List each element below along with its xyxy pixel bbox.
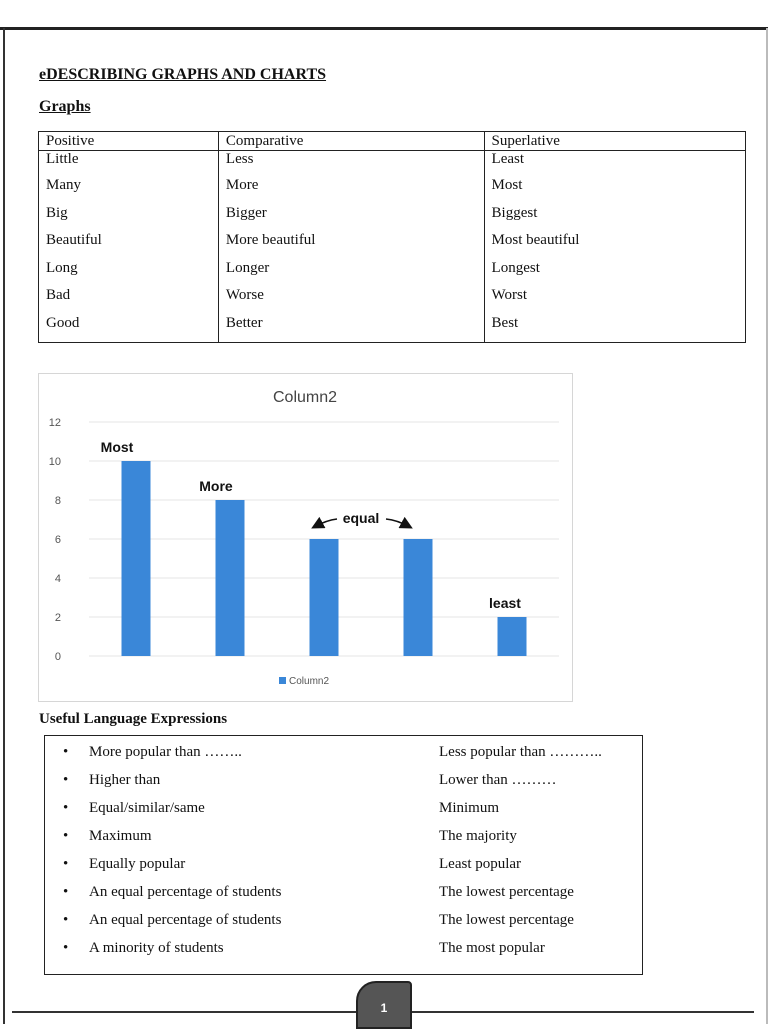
section-heading-graphs: Graphs xyxy=(39,98,91,115)
y-tick-label: 6 xyxy=(54,534,61,546)
table-row xyxy=(39,315,746,343)
header-superlative: Superlative xyxy=(484,132,745,151)
legend-label: Column2 xyxy=(289,676,330,687)
annotation-equal: equal xyxy=(342,510,380,526)
y-axis-ticks xyxy=(49,417,61,663)
header-positive: Positive xyxy=(39,132,219,151)
cell-positive: Bad xyxy=(46,287,71,303)
expression-left: Maximum xyxy=(89,828,152,844)
expression-left: Higher than xyxy=(89,772,161,788)
cell-superlative: Worst xyxy=(484,287,745,315)
annotation-least: least xyxy=(489,595,521,611)
bullet-icon: • xyxy=(63,856,69,872)
cell-superlative: Best xyxy=(484,315,745,343)
cell-comparative: More beautiful xyxy=(218,232,484,260)
expression-right: The majority xyxy=(439,828,517,844)
page-left-border xyxy=(3,28,5,1024)
list-item xyxy=(45,772,642,800)
page-number-tab xyxy=(356,981,412,1029)
y-tick-label: 0 xyxy=(54,651,61,663)
y-tick-label: 12 xyxy=(48,417,61,429)
bullet-icon: • xyxy=(63,912,69,928)
cell-positive: Beautiful xyxy=(46,232,102,248)
cell-superlative: Most beautiful xyxy=(484,232,745,260)
page-title: eDESCRIBING GRAPHS AND CHARTS xyxy=(39,66,327,83)
list-item xyxy=(45,800,642,828)
cell-positive: Long xyxy=(46,259,78,276)
cell-superlative: Longest xyxy=(484,260,745,288)
page-number: 1 xyxy=(380,1001,388,1015)
chart-bar xyxy=(122,461,151,656)
bullet-icon: • xyxy=(63,940,69,956)
list-item xyxy=(45,856,642,884)
chart-bar xyxy=(310,539,339,656)
chart-canvas xyxy=(39,374,572,701)
expression-right: Lower than ……… xyxy=(439,772,557,788)
chart-bar xyxy=(216,500,245,656)
table-row xyxy=(39,260,746,288)
table-row xyxy=(39,151,746,178)
annotation-more: More xyxy=(199,478,233,494)
table-row xyxy=(39,205,746,233)
cell-comparative: Less xyxy=(218,151,484,178)
expression-left: An equal percentage of students xyxy=(89,912,282,928)
bullet-icon: • xyxy=(63,744,69,760)
cell-positive: Good xyxy=(46,314,80,331)
chart-bar xyxy=(404,539,433,656)
table-row xyxy=(39,232,746,260)
expression-right: The most popular xyxy=(439,940,545,956)
expression-left: A minority of students xyxy=(89,940,224,956)
legend-swatch xyxy=(279,677,286,684)
expression-right: Least popular xyxy=(439,856,522,872)
header-comparative: Comparative xyxy=(218,132,484,151)
cell-comparative: Longer xyxy=(218,260,484,288)
expression-left: More popular than …….. xyxy=(89,744,242,760)
expression-right: Less popular than ……….. xyxy=(439,744,602,760)
expression-right: The lowest percentage xyxy=(439,884,574,900)
cell-positive: Little xyxy=(46,151,79,167)
chart-title: Column2 xyxy=(272,389,338,406)
y-tick-label: 10 xyxy=(48,456,61,468)
cell-positive: Big xyxy=(46,204,68,221)
expression-left: An equal percentage of students xyxy=(89,884,282,900)
expression-left: Equally popular xyxy=(89,856,186,872)
table-row xyxy=(39,287,746,315)
y-tick-label: 2 xyxy=(54,612,61,624)
cell-superlative: Most xyxy=(484,177,745,205)
cell-positive: Many xyxy=(46,177,81,193)
table-row xyxy=(39,177,746,205)
cell-comparative: Worse xyxy=(218,287,484,315)
cell-comparative: Bigger xyxy=(218,205,484,233)
cell-comparative: Better xyxy=(218,315,484,343)
arrow-right-icon xyxy=(386,519,410,527)
expressions-box xyxy=(44,735,643,975)
list-item xyxy=(45,940,642,968)
bullet-icon: • xyxy=(63,772,69,788)
list-item xyxy=(45,884,642,912)
expression-right: The lowest percentage xyxy=(439,912,574,928)
list-item xyxy=(45,912,642,940)
page-top-border xyxy=(0,27,768,30)
y-tick-label: 4 xyxy=(54,573,61,585)
chart-bar xyxy=(498,617,527,656)
arrow-left-icon xyxy=(314,519,337,527)
list-item xyxy=(45,744,642,772)
expression-left: Equal/similar/same xyxy=(89,800,205,816)
expressions-heading: Useful Language Expressions xyxy=(39,711,228,727)
column-chart xyxy=(38,373,573,702)
expression-right: Minimum xyxy=(439,800,500,816)
cell-superlative: Least xyxy=(484,151,745,178)
bullet-icon: • xyxy=(63,828,69,844)
y-tick-label: 8 xyxy=(54,495,61,507)
cell-comparative: More xyxy=(218,177,484,205)
degrees-of-comparison-table xyxy=(38,131,746,343)
bullet-icon: • xyxy=(63,884,69,900)
annotation-most: Most xyxy=(100,439,134,455)
chart-bars xyxy=(122,461,527,656)
cell-superlative: Biggest xyxy=(484,205,745,233)
table-header-row xyxy=(39,132,746,151)
bullet-icon: • xyxy=(63,800,69,816)
list-item xyxy=(45,828,642,856)
